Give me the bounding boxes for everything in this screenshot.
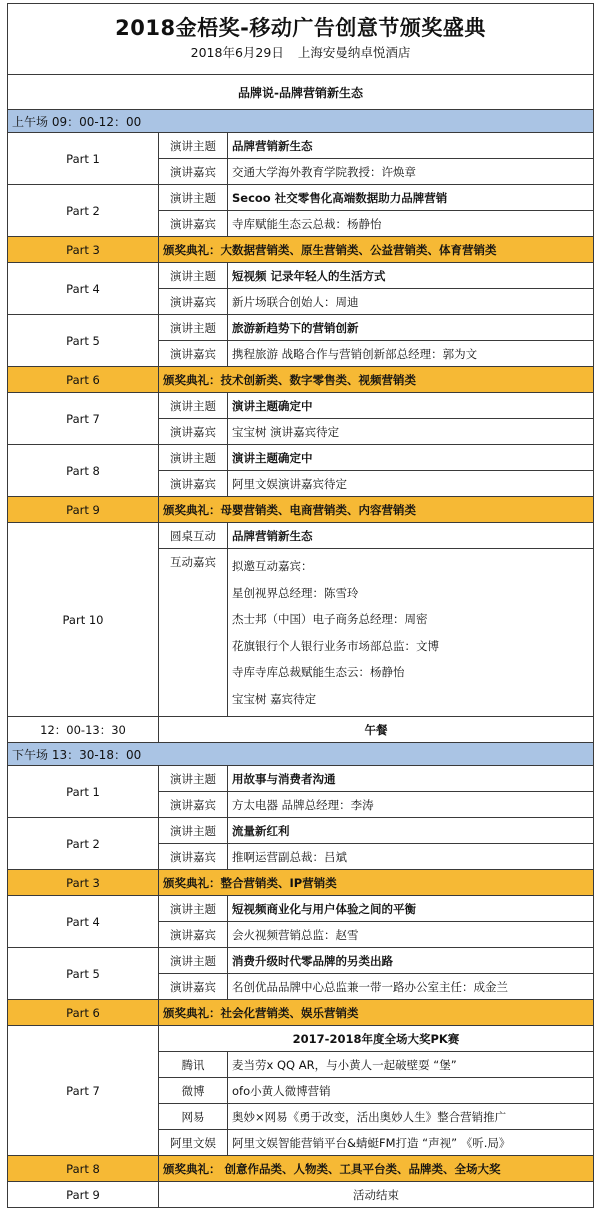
table-row (8, 185, 594, 211)
part-label: Part 10 (8, 523, 159, 717)
table-row (8, 523, 594, 549)
speaker-text: 携程旅游 战略合作与营销创新部总经理：郭为文 (228, 341, 594, 367)
award-row (8, 870, 594, 896)
speaker-text: 会火视频营销总监：赵雪 (228, 922, 594, 948)
part-label: Part 4 (8, 896, 159, 948)
topic-label: 演讲主题 (159, 393, 228, 419)
speaker-text: 交通大学海外教育学院教授：许焕章 (228, 159, 594, 185)
guests-label: 互动嘉宾 (159, 549, 228, 717)
part-label: Part 3 (8, 237, 159, 263)
event-info (8, 43, 593, 63)
topic-text: 短视频商业化与用户体验之间的平衡 (228, 896, 594, 922)
topic-label: 演讲主题 (159, 766, 228, 792)
campaign-text: 奥妙×网易《勇于改变，活出奥妙人生》整合营销推广 (228, 1104, 594, 1130)
topic-label: 演讲主题 (159, 263, 228, 289)
topic-text: Secoo 社交零售化高端数据助力品牌营销 (228, 185, 594, 211)
brand-label: 腾讯 (159, 1052, 228, 1078)
table-row (8, 315, 594, 341)
award-text: 颁奖典礼：母婴营销类、电商营销类、内容营销类 (159, 497, 594, 523)
speaker-text: 寺库赋能生态云总裁：杨静怡 (228, 211, 594, 237)
award-row (8, 1000, 594, 1026)
topic-text: 短视频 记录年轻人的生活方式 (228, 263, 594, 289)
part-label: Part 6 (8, 367, 159, 393)
speaker-label: 演讲嘉宾 (159, 341, 228, 367)
guest-line: 宝宝树 嘉宾待定 (232, 691, 317, 706)
guest-line: 花旗银行个人银行业务市场部总监：文博 (232, 638, 439, 653)
part-label: Part 7 (8, 1026, 159, 1156)
guest-line: 拟邀互动嘉宾： (232, 559, 313, 573)
speaker-text: 推啊运营副总裁：吕斌 (228, 844, 594, 870)
part-label: Part 5 (8, 315, 159, 367)
topic-label: 演讲主题 (159, 185, 228, 211)
schedule-table (7, 3, 594, 1208)
guest-line: 杰士邦（中国）电子商务总经理：周密 (232, 612, 428, 626)
guest-line: 寺库寺库总裁赋能生态云：杨静怡 (232, 665, 405, 679)
table-row (8, 393, 594, 419)
speaker-text: 名创优品品牌中心总监兼一带一路办公室主任：成金兰 (228, 974, 594, 1000)
campaign-text: ofo小黄人微博营销 (228, 1078, 594, 1104)
afternoon-session-header (8, 743, 594, 766)
part-label: Part 9 (8, 497, 159, 523)
part-label: Part 1 (8, 766, 159, 818)
topic-text: 品牌营销新生态 (228, 523, 594, 549)
speaker-text: 新片场联合创始人：周迪 (228, 289, 594, 315)
part-label: Part 8 (8, 1156, 159, 1182)
brand-label: 网易 (159, 1104, 228, 1130)
topic-text: 演讲主题确定中 (228, 393, 594, 419)
brand-label: 阿里文娱 (159, 1130, 228, 1156)
speaker-label: 演讲嘉宾 (159, 159, 228, 185)
award-text: 颁奖典礼：大数据营销类、原生营销类、公益营销类、体育营销类 (159, 237, 594, 263)
topic-text: 品牌营销新生态 (228, 133, 594, 159)
speaker-label: 演讲嘉宾 (159, 792, 228, 818)
pk-header-row (8, 1026, 594, 1052)
table-row (8, 766, 594, 792)
part-label: Part 8 (8, 445, 159, 497)
campaign-text: 麦当劳x QQ AR，与小黄人一起破壁耍 “堡” (228, 1052, 594, 1078)
award-row (8, 367, 594, 393)
award-text: 颁奖典礼：整合营销类、IP营销类 (159, 870, 594, 896)
morning-session-label: 上午场 09：00-12：00 (8, 110, 594, 133)
event-date: 2018年6月29日 (190, 45, 284, 60)
roundtable-label: 圆桌互动 (159, 523, 228, 549)
part-label: Part 2 (8, 818, 159, 870)
table-row (8, 896, 594, 922)
afternoon-session-label: 下午场 13：30-18：00 (8, 743, 594, 766)
title-row (8, 4, 594, 75)
part-label: Part 7 (8, 393, 159, 445)
page-title: 2018金梧奖-移动广告创意节颁奖盛典 (115, 16, 486, 40)
speaker-text: 阿里文娱演讲嘉宾待定 (228, 471, 594, 497)
event-venue: 上海安曼纳卓悦酒店 (297, 45, 411, 60)
table-row (8, 445, 594, 471)
lunch-label: 午餐 (159, 717, 594, 743)
speaker-text: 方太电器 品牌总经理：李涛 (228, 792, 594, 818)
forum-row (8, 75, 594, 110)
pk-title: 2017-2018年度全场大奖PK赛 (159, 1026, 594, 1052)
part-label: Part 3 (8, 870, 159, 896)
lunch-row (8, 717, 594, 743)
topic-label: 演讲主题 (159, 948, 228, 974)
table-row (8, 263, 594, 289)
topic-text: 演讲主题确定中 (228, 445, 594, 471)
speaker-label: 演讲嘉宾 (159, 211, 228, 237)
speaker-label: 演讲嘉宾 (159, 844, 228, 870)
topic-label: 演讲主题 (159, 818, 228, 844)
speaker-label: 演讲嘉宾 (159, 922, 228, 948)
topic-label: 演讲主题 (159, 133, 228, 159)
forum-title: 品牌说-品牌营销新生态 (8, 75, 594, 110)
part-label: Part 9 (8, 1182, 159, 1208)
campaign-text: 阿里文娱智能营销平台&蜻蜓FM打造 “声视” 《听.局》 (228, 1130, 594, 1156)
brand-label: 微博 (159, 1078, 228, 1104)
table-row (8, 948, 594, 974)
speaker-label: 演讲嘉宾 (159, 419, 228, 445)
table-row (8, 818, 594, 844)
schedule-page (7, 3, 593, 1202)
award-row (8, 497, 594, 523)
lunch-time: 12：00-13：30 (8, 717, 159, 743)
topic-text: 用故事与消费者沟通 (228, 766, 594, 792)
end-row (8, 1182, 594, 1208)
guests-list (228, 549, 594, 717)
topic-text: 消费升级时代零品牌的另类出路 (228, 948, 594, 974)
speaker-label: 演讲嘉宾 (159, 974, 228, 1000)
award-text: 颁奖典礼：社会化营销类、娱乐营销类 (159, 1000, 594, 1026)
morning-session-header (8, 110, 594, 133)
table-row (8, 133, 594, 159)
topic-label: 演讲主题 (159, 315, 228, 341)
part-label: Part 2 (8, 185, 159, 237)
topic-label: 演讲主题 (159, 896, 228, 922)
end-label: 活动结束 (159, 1182, 594, 1208)
award-row (8, 1156, 594, 1182)
topic-text: 旅游新趋势下的营销创新 (228, 315, 594, 341)
part-label: Part 1 (8, 133, 159, 185)
speaker-text: 宝宝树 演讲嘉宾待定 (228, 419, 594, 445)
guest-line: 星创视界总经理：陈雪玲 (232, 585, 359, 600)
award-text: 颁奖典礼：技术创新类、数字零售类、视频营销类 (159, 367, 594, 393)
speaker-label: 演讲嘉宾 (159, 471, 228, 497)
topic-text: 流量新红利 (228, 818, 594, 844)
part-label: Part 5 (8, 948, 159, 1000)
award-row (8, 237, 594, 263)
topic-label: 演讲主题 (159, 445, 228, 471)
speaker-label: 演讲嘉宾 (159, 289, 228, 315)
part-label: Part 4 (8, 263, 159, 315)
award-text: 颁奖典礼： 创意作品类、人物类、工具平台类、品牌类、全场大奖 (159, 1156, 594, 1182)
part-label: Part 6 (8, 1000, 159, 1026)
title-cell (8, 4, 594, 75)
